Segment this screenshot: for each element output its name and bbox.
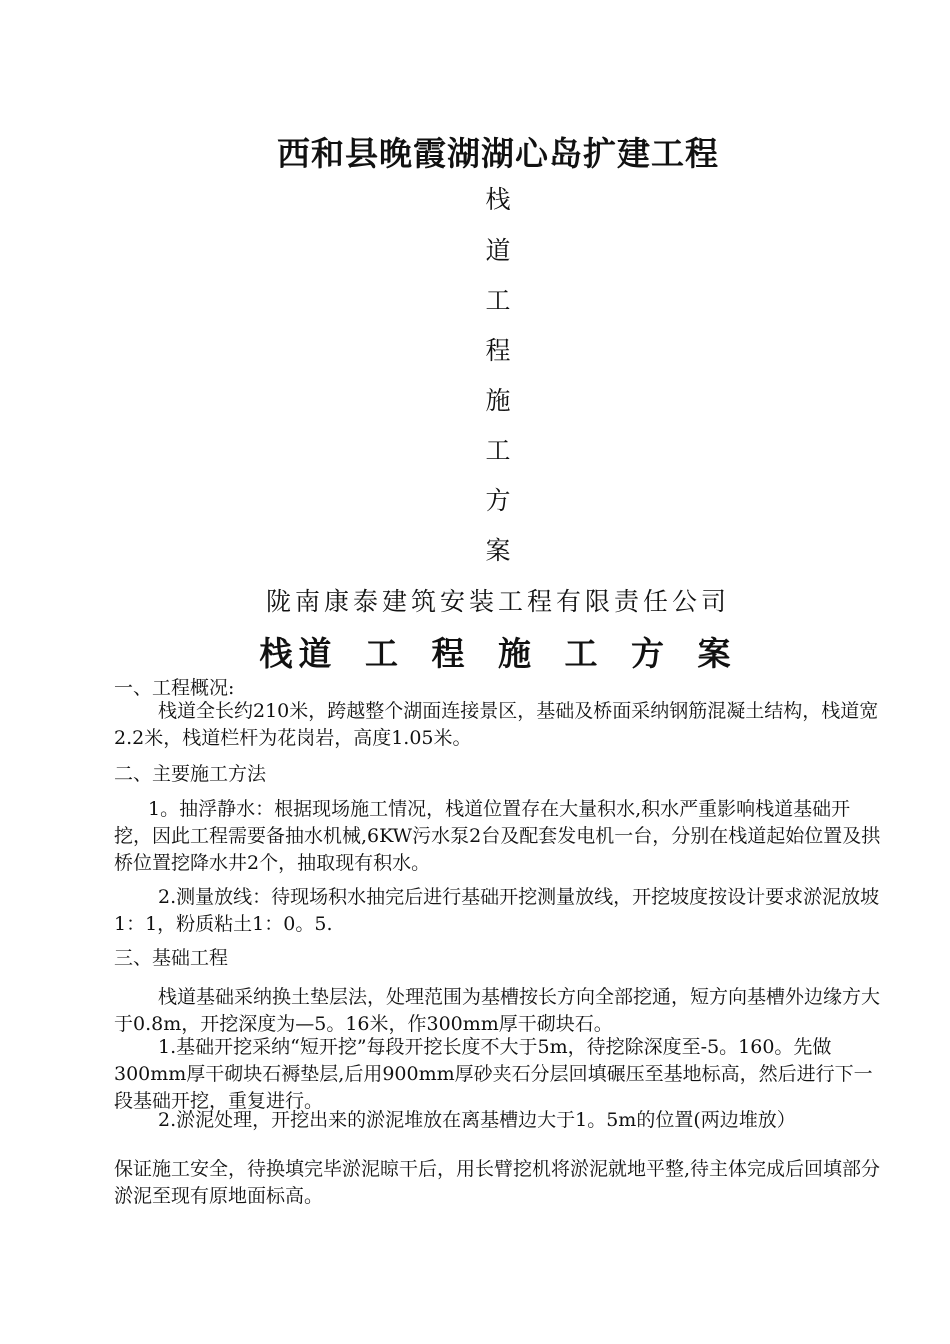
paragraph: 保证施工安全，待换填完毕淤泥晾干后，用长臂挖机将淤泥就地平整,待主体完成后回填部分淤泥至现有原地面标高。 [114,1158,881,1207]
vertical-title-char: 程 [485,336,511,365]
paragraph: 2.测量放线：待现场积水抽完后进行基础开挖测量放线，开挖坡度按设计要求淤泥放坡1：1，粉质粘土1：0。5. [114,886,880,935]
section-heading: 一、工程概况: [114,677,235,699]
vertical-title-char: 案 [485,536,511,565]
vertical-title-char: 栈 [485,185,511,214]
paragraph: 栈道基础采纳换土垫层法，处理范围为基槽按长方向全部挖通，短方向基槽外边缘方大于0.8m，开挖深度为—5。16米，作300mm厚干砌块石。 [114,986,881,1035]
section-heading: 三、基础工程 [114,947,229,969]
vertical-title-char: 工 [485,286,511,315]
vertical-title-char: 道 [485,236,511,265]
vertical-title-char: 工 [485,436,511,465]
paragraph: 1。抽浮静水：根据现场施工情况，栈道位置存在大量积水,积水严重影响栈道基础开挖，因此工程需要备抽水机械,6KW污水泵2台及配套发电机一台，分别在栈道起始位置及拱桥位置挖降水井2个，抽取现有积水。 [114,798,881,874]
project-title: 西和县晚霞湖湖心岛扩建工程 [277,134,719,173]
company-name: 陇南康泰建筑安装工程有限责任公司 [265,587,730,616]
vertical-title-char: 施 [485,386,511,415]
section-heading: 二、主要施工方法 [114,763,267,785]
vertical-title-char: 方 [485,486,511,515]
paragraph: 1.基础开挖采纳“短开挖”每段开挖长度不大于5m，待挖除深度至-5。160。先做300mm厚干砌块石褥垫层,后用900mm厚砂夹石分层回填碾压至基地标高，然后进行下一段基础开挖，重复进行。 [114,1036,873,1112]
document-title: 栈道 工 程 施 工 方 案 [259,634,737,673]
paragraph: 2.淤泥处理，开挖出来的淤泥堆放在离基槽边大于1。5m的位置(两边堆放） [158,1109,796,1131]
paragraph: 栈道全长约210米，跨越整个湖面连接景区，基础及桥面采纳钢筋混凝土结构，栈道宽2.2米，栈道栏杆为花岗岩，高度1.05米。 [114,700,879,749]
